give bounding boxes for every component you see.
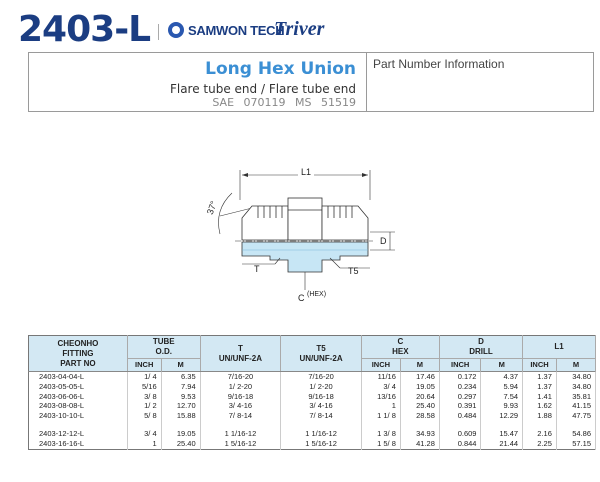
table-cell: 7/ 8-14 xyxy=(200,411,281,421)
table-cell: 5.94 xyxy=(481,382,523,392)
col-c-header xyxy=(361,336,439,359)
table-cell: 20.64 xyxy=(400,392,439,402)
table-cell: 7.94 xyxy=(161,382,200,392)
table-cell: 9/16-18 xyxy=(281,392,362,402)
header-divider xyxy=(158,24,159,40)
table-row xyxy=(29,429,596,439)
product-standards xyxy=(212,96,356,109)
table-cell: 34.93 xyxy=(400,429,439,439)
col-tube-header xyxy=(127,336,200,359)
table-cell: 1 5/16-12 xyxy=(200,439,281,449)
table-cell: 2403-12-12-L xyxy=(29,429,128,439)
sub-inch: INCH xyxy=(439,359,481,372)
table-cell: 0.609 xyxy=(439,429,481,439)
table-cell: 1/ 2 xyxy=(127,401,161,411)
table-cell: 9.93 xyxy=(481,401,523,411)
col-l1-header: L1 xyxy=(523,336,596,359)
table-cell: 0.234 xyxy=(439,382,481,392)
col-part-header xyxy=(29,336,128,372)
table-cell: 0.844 xyxy=(439,439,481,449)
col-t-header xyxy=(200,336,281,372)
table-cell: 9/16-18 xyxy=(200,392,281,402)
table-cell: 15.88 xyxy=(161,411,200,421)
table-cell: 2.16 xyxy=(523,429,557,439)
table-cell: 19.05 xyxy=(161,429,200,439)
table-row xyxy=(29,382,596,392)
table-cell: 7/16-20 xyxy=(281,372,362,382)
col-c-header-l2: HEX xyxy=(392,347,409,356)
col-t-header-l1: T xyxy=(237,343,243,353)
part-number-info-label: Part Number Information xyxy=(373,57,505,71)
col-t5-header-l1: T5 xyxy=(316,343,326,353)
table-cell: 1 3/ 8 xyxy=(361,429,400,439)
sub-m: M xyxy=(400,359,439,372)
fitting-drawing xyxy=(180,160,440,310)
sub-inch: INCH xyxy=(361,359,400,372)
table-cell: 2403-06-06-L xyxy=(29,392,128,402)
table-cell: 13/16 xyxy=(361,392,400,402)
sub-inch: INCH xyxy=(523,359,557,372)
product-subtitle: Flare tube end / Flare tube end xyxy=(169,82,356,96)
table-cell: 0.172 xyxy=(439,372,481,382)
table-cell: 4.37 xyxy=(481,372,523,382)
samwon-logo-icon xyxy=(168,22,184,38)
table-cell: 47.75 xyxy=(556,411,595,421)
table-cell: 1.62 xyxy=(523,401,557,411)
table-cell: 1 1/16-12 xyxy=(200,429,281,439)
product-name: Long Hex Union xyxy=(205,59,356,79)
table-cell: 7/16-20 xyxy=(200,372,281,382)
table-cell: 11/16 xyxy=(361,372,400,382)
col-c-header-l1: C xyxy=(397,337,404,346)
table-cell: 6.35 xyxy=(161,372,200,382)
table-cell: 2403-16-16-L xyxy=(29,439,128,449)
table-cell: 2403-08-08-L xyxy=(29,401,128,411)
table-cell: 15.47 xyxy=(481,429,523,439)
table-cell: 5/16 xyxy=(127,382,161,392)
col-d-header xyxy=(439,336,522,359)
table-cell: 12.29 xyxy=(481,411,523,421)
table-cell: 41.15 xyxy=(556,401,595,411)
table-cell: 5/ 8 xyxy=(127,411,161,421)
triver-logo: Triver xyxy=(274,18,325,40)
header xyxy=(18,10,588,50)
table-cell: 35.81 xyxy=(556,392,595,402)
table-cell: 1.41 xyxy=(523,392,557,402)
table-cell: 19.05 xyxy=(400,382,439,392)
col-part-header-l3: PART NO xyxy=(60,358,96,368)
table-cell: 57.15 xyxy=(556,439,595,449)
table-cell: 3/ 4 xyxy=(361,382,400,392)
table-cell: 7.54 xyxy=(481,392,523,402)
table-row xyxy=(29,401,596,411)
table-cell: 12.70 xyxy=(161,401,200,411)
col-d-header-l2: DRILL xyxy=(469,347,493,356)
col-t-header-l2: UN/UNF-2A xyxy=(218,353,262,363)
table-cell: 3/ 8 xyxy=(127,392,161,402)
table-cell: 2403-04-04-L xyxy=(29,372,128,382)
table-cell: 1/ 4 xyxy=(127,372,161,382)
table-row xyxy=(29,392,596,402)
table-cell: 2.25 xyxy=(523,439,557,449)
table-cell: 9.53 xyxy=(161,392,200,402)
title-box xyxy=(28,52,594,112)
dim-d-label: D xyxy=(380,236,387,246)
dim-t-label: T xyxy=(254,264,260,274)
fitting-body-upper xyxy=(242,198,368,240)
dim-t5-label: T5 xyxy=(348,266,359,276)
table-cell: 0.391 xyxy=(439,401,481,411)
row-spacer xyxy=(29,421,596,429)
part-number-title: 2403-L xyxy=(18,9,151,50)
table-cell: 1.37 xyxy=(523,382,557,392)
table-cell: 1.37 xyxy=(523,372,557,382)
col-tube-header-l2: O.D. xyxy=(155,347,172,356)
brand-name: SAMWON TECH xyxy=(188,22,285,38)
col-part-header-l2: FITTING xyxy=(62,348,94,358)
col-t5-header-l2: UN/UNF-2A xyxy=(299,353,343,363)
table-cell: 0.297 xyxy=(439,392,481,402)
table-row xyxy=(29,439,596,449)
table-cell: 3/ 4-16 xyxy=(281,401,362,411)
table-cell: 34.80 xyxy=(556,382,595,392)
col-t5-header xyxy=(281,336,362,372)
dim-angle-label: 37° xyxy=(204,199,219,216)
table-cell: 2403-05-05-L xyxy=(29,382,128,392)
table-cell: 3/ 4 xyxy=(127,429,161,439)
table-cell: 7/ 8-14 xyxy=(281,411,362,421)
sub-inch: INCH xyxy=(127,359,161,372)
table-row xyxy=(29,372,596,382)
table-cell: 1.88 xyxy=(523,411,557,421)
table-cell: 41.28 xyxy=(400,439,439,449)
standard-ms: MS 51519 xyxy=(295,96,356,109)
dim-l1-label: L1 xyxy=(301,167,312,177)
table-cell: 1 xyxy=(127,439,161,449)
product-title-panel xyxy=(29,53,367,111)
table-cell: 0.484 xyxy=(439,411,481,421)
sub-m: M xyxy=(556,359,595,372)
table-cell: 1 xyxy=(361,401,400,411)
table-cell: 28.58 xyxy=(400,411,439,421)
table-cell: 1 5/16-12 xyxy=(281,439,362,449)
table-cell: 34.80 xyxy=(556,372,595,382)
dim-c-note: (HEX) xyxy=(307,291,327,298)
table-cell: 1/ 2-20 xyxy=(200,382,281,392)
table-cell: 17.46 xyxy=(400,372,439,382)
standard-sae: SAE 070119 xyxy=(212,96,286,109)
table-cell: 25.40 xyxy=(161,439,200,449)
col-part-header-l1: CHEONHO xyxy=(57,338,99,348)
table-cell: 54.86 xyxy=(556,429,595,439)
dimension-table xyxy=(28,335,596,450)
table-cell: 1 1/16-12 xyxy=(281,429,362,439)
table-cell: 3/ 4-16 xyxy=(200,401,281,411)
table-cell: 1/ 2-20 xyxy=(281,382,362,392)
sub-m: M xyxy=(481,359,523,372)
table-body xyxy=(29,372,596,450)
col-d-header-l1: D xyxy=(478,337,484,346)
table-row xyxy=(29,411,596,421)
col-tube-header-l1: TUBE xyxy=(152,337,175,346)
table-cell: 25.40 xyxy=(400,401,439,411)
table-cell: 21.44 xyxy=(481,439,523,449)
table-cell: 1 5/ 8 xyxy=(361,439,400,449)
samwon-logo xyxy=(168,22,284,38)
table-cell: 2403-10-10-L xyxy=(29,411,128,421)
dim-c-label: C xyxy=(298,293,305,303)
table-cell: 1 1/ 8 xyxy=(361,411,400,421)
sub-m: M xyxy=(161,359,200,372)
